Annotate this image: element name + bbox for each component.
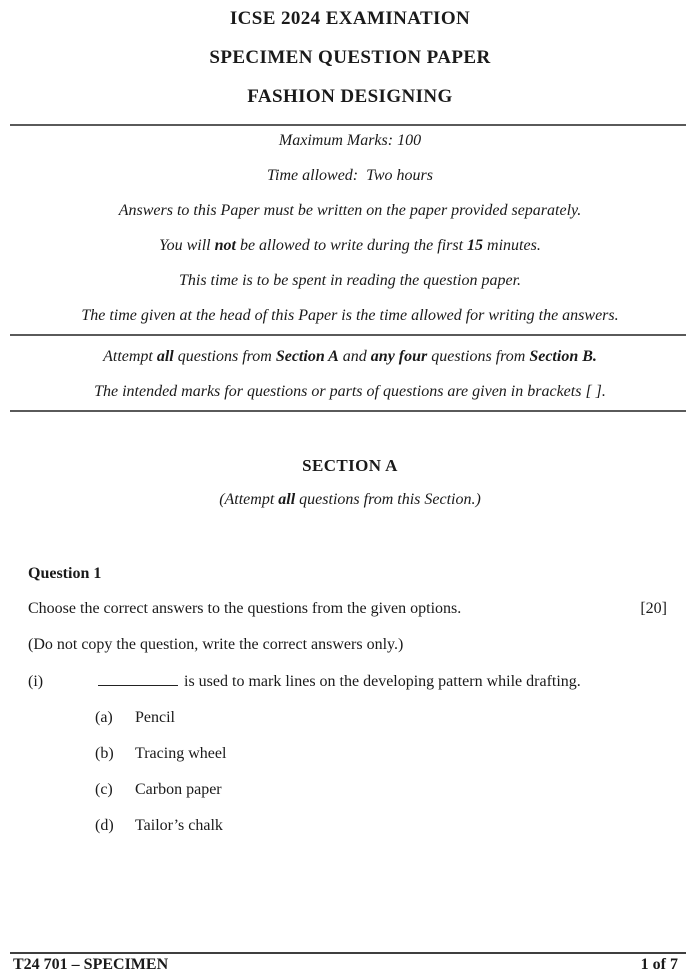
option-b [95,745,667,763]
note-attempt: Attempt all questions from Section A and any four questions from Section B. [103,348,597,365]
page-footer [0,952,700,974]
paper-type-title: SPECIMEN QUESTION PAPER [209,47,491,68]
instruction-first-15-minutes: You will not be allowed to write during the first 15 minutes. [159,237,541,254]
question-1-marks: [20] [640,600,667,617]
instruction-writing-time: The time given at the head of this Paper is the time allowed for writing the answers. [81,307,619,324]
option-a [95,709,667,727]
divider-top [10,124,686,126]
note-marks-brackets: The intended marks for questions or parts of questions are given in brackets [ ]. [94,383,606,400]
answer-blank [98,672,178,686]
question-1-heading: Question 1 [28,565,102,582]
divider-middle [10,334,686,336]
exam-title: ICSE 2024 EXAMINATION [229,8,471,29]
section-a-subtitle: (Attempt all questions from this Section.) [219,491,481,508]
question-1-note: (Do not copy the question, write the correct answers only.) [28,636,404,653]
subject-title: FASHION DESIGNING [247,86,453,107]
option-d-marker: (d) [95,817,114,834]
option-c [95,781,667,799]
option-c-marker: (c) [95,781,113,798]
question-1-prompt-row [28,600,667,618]
general-instructions [0,132,700,325]
option-b-marker: (b) [95,745,114,762]
question-1-prompt: Choose the correct answers to the questions from the given options. [28,600,462,617]
footer-page-number: 1 of 7 [640,956,678,973]
instruction-answers: Answers to this Paper must be written on the paper provided separately. [118,202,582,219]
option-b-label: Tracing wheel [135,745,227,762]
section-a-heading: SECTION A [302,456,398,475]
option-a-label: Pencil [135,709,175,726]
divider-bottom [10,410,686,412]
attempt-notes [0,348,700,401]
option-a-marker: (a) [95,709,113,726]
question-item-i [28,672,667,691]
instruction-reading-time: This time is to be spent in reading the question paper. [178,272,522,289]
header [0,0,700,108]
question-1-block [0,564,700,835]
instruction-max-marks: Maximum Marks: 100 [278,132,422,149]
option-d [95,817,667,835]
instruction-time-allowed: Time allowed: Two hours [267,167,433,184]
option-d-label: Tailor’s chalk [135,817,223,834]
option-c-label: Carbon paper [135,781,222,798]
footer-paper-code: T24 701 – SPECIMEN [13,956,169,973]
item-i-marker: (i) [28,673,44,690]
item-i-text: is used to mark lines on the developing pattern while drafting. [184,673,581,690]
